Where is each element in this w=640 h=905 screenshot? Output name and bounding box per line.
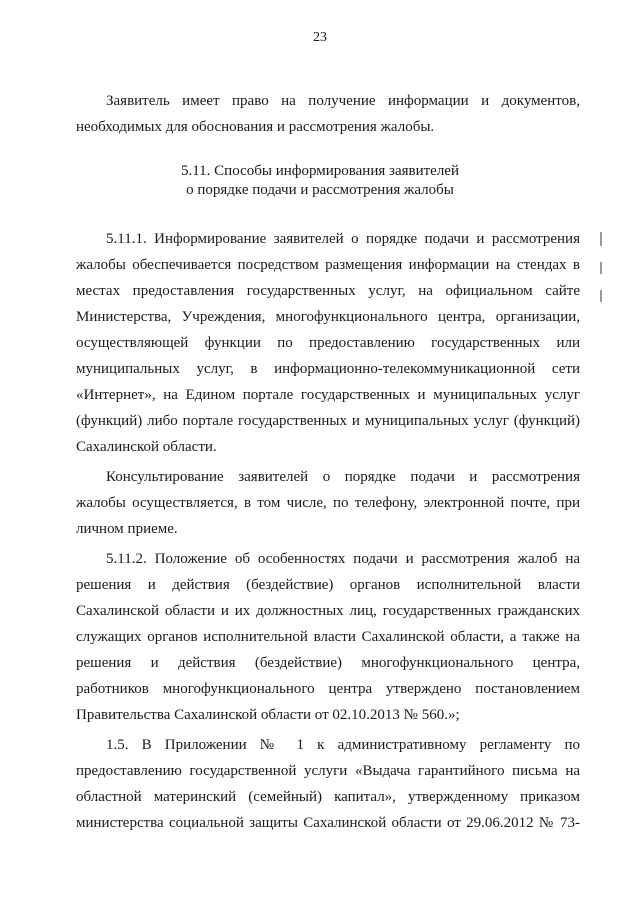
paragraph bbox=[76, 88, 580, 140]
text-line: Сахалинской области и их должностных лиц, государственных гражданских bbox=[76, 603, 580, 619]
section-body bbox=[76, 226, 580, 836]
text-line: 1.5. В Приложении № 1 к административному регламенту по bbox=[106, 737, 580, 753]
text-line: (функций) либо портале государственных и муниципальных услуг (функций) bbox=[76, 413, 580, 429]
text-line: служащих органов исполнительной власти Сахалинской области, а также на bbox=[76, 629, 580, 645]
page-number: 23 bbox=[313, 30, 327, 45]
text-line: министерства социальной защиты Сахалинской области от 29.06.2012 № 73- bbox=[76, 815, 580, 831]
text-line: Сахалинской области. bbox=[76, 439, 217, 455]
text-line: решения и действия (бездействие) многофункционального центра, bbox=[76, 655, 580, 671]
text-line: «Интернет», на Едином портале государственных и муниципальных услуг bbox=[76, 387, 580, 403]
text-line: областной материнский (семейный) капитал», утвержденному приказом bbox=[76, 789, 580, 805]
text-line: Заявитель имеет право на получение информации и документов, bbox=[106, 93, 580, 109]
scan-artifact bbox=[600, 232, 602, 246]
text-line: местах предоставления государственных услуг, на официальном сайте bbox=[76, 283, 580, 299]
text-line: личном приеме. bbox=[76, 521, 178, 537]
text-line: 5.11.1. Информирование заявителей о порядке подачи и рассмотрения bbox=[106, 231, 580, 247]
text-line: осуществляющей функции по предоставлению государственных или bbox=[76, 335, 580, 351]
text-line: работников многофункционального центра утверждено постановлением bbox=[76, 681, 580, 697]
text-line: решения и действия (бездействие) органов исполнительной власти bbox=[76, 577, 580, 593]
text-line: Консультирование заявителей о порядке подачи и рассмотрения bbox=[106, 469, 580, 485]
intro-paragraph bbox=[76, 88, 580, 140]
section-heading bbox=[0, 162, 640, 200]
paragraph-1-5 bbox=[76, 732, 580, 836]
section-heading-line: о порядке подачи и рассмотрения жалобы bbox=[186, 182, 454, 198]
paragraph-5-11-1 bbox=[76, 226, 580, 460]
text-line: предоставлению государственной услуги «Выдача гарантийного письма на bbox=[76, 763, 580, 779]
scan-artifact bbox=[600, 290, 602, 302]
text-line: Министерства, Учреждения, многофункционального центра, организации, bbox=[76, 309, 580, 325]
scan-artifact bbox=[600, 262, 602, 274]
text-line: муниципальных услуг, в информационно-телекоммуникационной сети bbox=[76, 361, 580, 377]
text-line: жалобы осуществляется, в том числе, по телефону, электронной почте, при bbox=[76, 495, 580, 511]
text-line: 5.11.2. Положение об особенностях подачи и рассмотрения жалоб на bbox=[106, 551, 580, 567]
text-line: жалобы обеспечивается посредством размещения информации на стендах в bbox=[76, 257, 580, 273]
section-heading-line: 5.11. Способы информирования заявителей bbox=[180, 163, 459, 179]
text-line: необходимых для обоснования и рассмотрения жалобы. bbox=[76, 119, 435, 135]
paragraph-5-11-2 bbox=[76, 546, 580, 728]
text-line: Правительства Сахалинской области от 02.10.2013 № 560.»; bbox=[76, 707, 460, 723]
paragraph-consulting bbox=[76, 464, 580, 542]
